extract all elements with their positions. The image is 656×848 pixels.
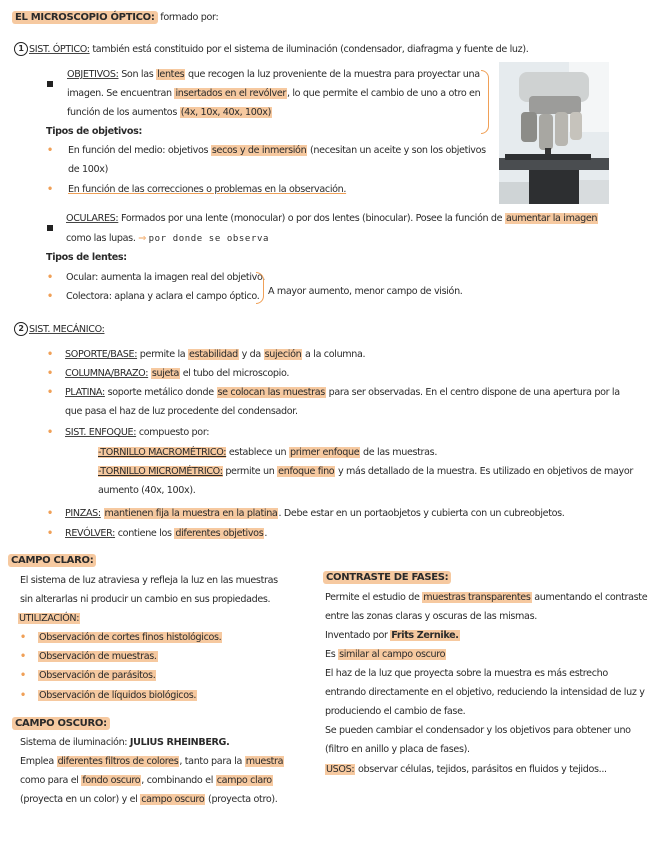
microscope-photo [499,62,609,204]
tornillo-macro: -TORNILLO MACROMÉTRICO: establece un primer enfoque de las muestras. [98,447,438,458]
tornillo-micro: -TORNILLO MICROMÉTRICO: permite un enfoque fino y más detallado de la muestra. Es utilizado en objetivos de mayor [98,466,633,477]
fases-line-7: produciendo el cambio de fase. [325,706,466,717]
section-mecanico-heading: 2 SIST. MECÁNICO: [14,320,105,339]
campo-oscuro-line-4: (proyecta en un color) y el campo oscuro (proyecta otro). [20,794,278,805]
bullet-icon: • [47,349,53,360]
fases-line-5: El haz de la luz que proyecta sobre la muestra es más estrecho [325,668,608,679]
objetivos-line-3: función de los aumentos (4x, 10x, 40x, 100x) [67,107,272,118]
bullet-icon: • [47,427,53,438]
campo-claro-desc-1: El sistema de luz atraviesa y refleja la luz en las muestras [20,575,278,586]
arrow-icon: ⇒ [138,233,146,244]
utilizacion-item: Observación de parásitos. [39,670,156,681]
bullet-icon: • [47,184,53,195]
bullet-icon: • [47,508,53,519]
mecanico-item-platina-cont: que pasa el haz de luz procedente del condensador. [65,406,298,417]
tipo-objetivo-1: En función del medio: objetivos secos y de inmersión (necesitan un aceite y son los objetivos [68,145,486,156]
objetivos-line-2: imagen. Se encuentran insertados en el revólver, lo que permite el cambio de uno a otro en [67,88,481,99]
bracket-icon [256,272,264,304]
bullet-icon: • [20,632,26,643]
bracket-icon [481,70,489,134]
oculares-line-1: OCULARES: Formados por una lente (monocular) o por dos lentes (binocular). Posee la función de aumentar la imagen [66,213,598,224]
square-bullet [47,216,53,235]
number-badge: 2 [14,322,28,336]
tipo-objetivo-1-cont: de 100x) [68,164,108,175]
utilizacion-item: Observación de líquidos biológicos. [39,690,197,701]
section-optico-heading: 1 SIST. ÓPTICO: también está constituido por el sistema de iluminación (condensador, diafragma y fuente de luz). [14,40,528,59]
campo-claro-title: CAMPO CLARO: [8,551,96,570]
bullet-icon: • [20,670,26,681]
bullet-icon: • [47,528,53,539]
fases-line-8: Se pueden cambiar el condensador y los objetivos para obtener uno [325,725,631,736]
bullet-icon: • [47,291,53,302]
bullet-icon: • [47,368,53,379]
fases-line-2: entre las zonas claras y oscuras de las mismas. [325,611,537,622]
bullet-icon: • [47,387,53,398]
campo-oscuro-line-1: Sistema de iluminación: JULIUS RHEINBERG. [20,737,230,748]
utilizacion-item: Observación de cortes finos histológicos. [39,632,222,643]
contraste-fases-title: CONTRASTE DE FASES: [323,568,451,587]
tipos-objetivos-heading: Tipos de objetivos: [46,126,142,137]
bullet-icon: • [20,690,26,701]
bullet-icon: • [47,145,53,156]
campo-oscuro-title: CAMPO OSCURO: [12,714,110,733]
campo-claro-desc-2: sin alterarlas ni producir un cambio en sus propiedades. [20,594,271,605]
tipo-lente-2: Colectora: aplana y aclara el campo óptico. [66,291,260,302]
tipo-lente-1: Ocular: aumenta la imagen real del objetivo. [66,272,266,283]
fases-line-9: (filtro en anillo y placa de fases). [325,744,470,755]
mecanico-item-revolver: REVÓLVER: contiene los diferentes objetivos. [65,528,268,539]
utilizacion-item: Observación de muestras. [39,651,157,662]
fases-line-3: Inventado por Frits Zernike. [325,630,459,641]
tipos-lentes-heading: Tipos de lentes: [46,252,127,263]
number-badge: 1 [14,42,28,56]
objetivos-line-1: OBJETIVOS: Son las lentes que recogen la luz proveniente de la muestra para proyectar una [67,69,480,80]
lentes-note: A mayor aumento, menor campo de visión. [268,286,463,297]
mecanico-item-pinzas: PINZAS: mantienen fija la muestra en la platina. Debe estar en un portaobjetos y cubierta con un cubreobjetos. [65,508,565,519]
mecanico-item-platina: PLATINA: soporte metálico donde se colocan las muestras para ser observadas. En el centro dispone de una apertura por la [65,387,620,398]
mecanico-item-enfoque: SIST. ENFOQUE: compuesto por: [65,427,210,438]
fases-usos: USOS: observar células, tejidos, parásitos en fluidos y tejidos... [326,764,607,775]
campo-oscuro-line-3: como para el fondo oscuro, combinando el campo claro [20,775,272,786]
utilizacion-heading: UTILIZACIÓN: [19,613,80,624]
bullet-icon: • [47,272,53,283]
mecanico-item-soporte: SOPORTE/BASE: permite la estabilidad y da sujeción a la columna. [65,349,366,360]
mecanico-item-columna: COLUMNA/BRAZO: sujeta el tubo del microscopio. [65,368,290,379]
fases-line-4: Es similar al campo oscuro [325,649,446,660]
tornillo-micro-cont: aumento (40x, 100x). [98,485,196,496]
microscope-illustration [499,62,609,204]
tipo-objetivo-2: En función de las correcciones o problemas en la observación. [68,184,347,195]
fases-line-1: Permite el estudio de muestras transparentes aumentando el contraste [325,592,648,603]
campo-oscuro-line-2: Emplea diferentes filtros de colores, tanto para la muestra [20,756,284,767]
bullet-icon: • [20,651,26,662]
oculares-line-2: como las lupas. ⇒ por donde se observa [66,233,269,244]
square-bullet [47,72,53,91]
fases-line-6: entrando directamente en el objetivo, reduciendo la intensidad de luz y [325,687,645,698]
page-title: EL MICROSCOPIO ÓPTICO: formado por: [12,8,218,27]
